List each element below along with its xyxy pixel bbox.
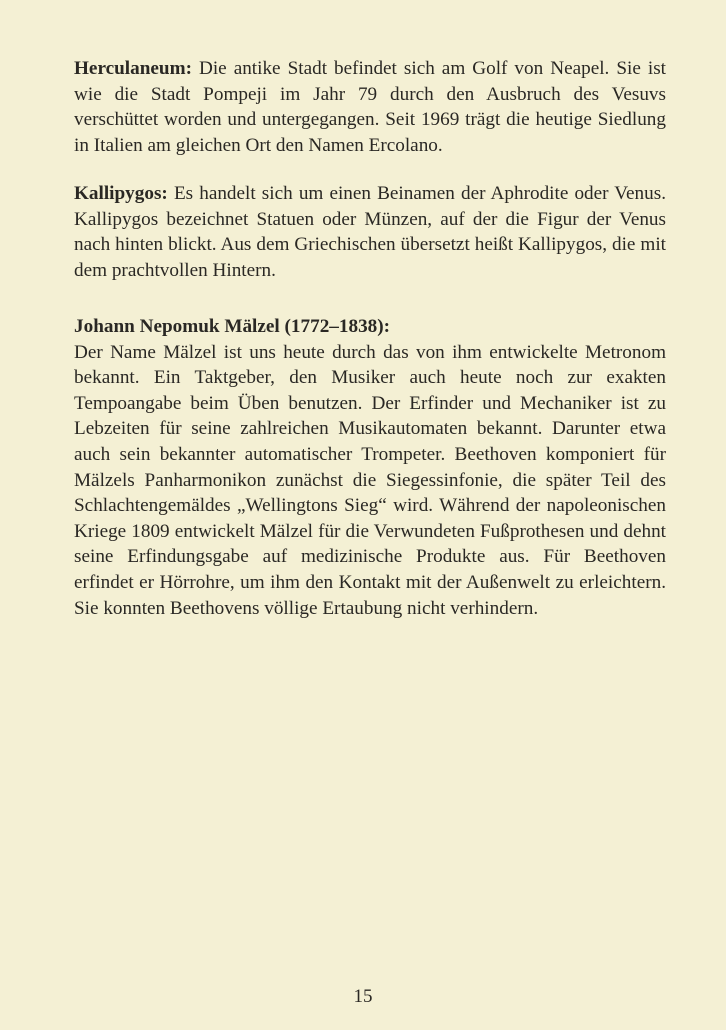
entry-term: Kallipygos: — [74, 183, 168, 204]
glossary-entry-kallipygos — [74, 181, 666, 283]
entry-text: Die antike Stadt befindet sich am Golf von Neapel. Sie ist wie die Stadt Pompeji im Jahr 79 durch den Ausbruch des Vesuvs verschüttet worden und untergegangen. Seit 1969 trägt die heutige Siedlung in Italien am gleichen Ort den Namen Ercolano. — [74, 58, 666, 156]
entry-text: Es handelt sich um einen Beinamen der Aphrodite oder Venus. Kallipygos bezeichnet Statuen oder Münzen, auf der die Figur der Venus nach hinten blickt. Aus dem Griechischen übersetzt heißt Kallipygos, die mit dem prachtvollen Hintern. — [74, 183, 666, 281]
glossary-entry-maelzel — [74, 314, 666, 621]
glossary-entry-herculaneum — [74, 56, 666, 158]
page-number: 15 — [353, 986, 373, 1007]
entry-text: Der Name Mälzel ist uns heute durch das von ihm entwickelte Metronom bekannt. Ein Taktgeber, den Musiker auch heute noch zur exakten Tempoangabe beim Üben benutzen. Der Erfinder und Mechaniker ist zu Lebzeiten für seine zahlreichen Musikautomaten bekannt. Darunter etwa auch sein bekannter automatischer Trompeter. Beethoven komponiert für Mälzels Panharmonikon zunächst die Siegessinfonie, die später Teil des Schlachtengemäldes „Wellingtons Sieg“ wird. Während der napoleonischen Kriege 1809 entwickelt Mälzel für die Verwundeten Fußprothesen und dehnt seine Erfindungsgabe auf medizinische Produkte aus. Für Beethoven erfindet er Hörrohre, um ihm den Kontakt mit der Außenwelt zu erleichtern. Sie konnten Beethovens völlige Ertaubung nicht verhindern. — [74, 341, 666, 619]
entry-term: Herculaneum: — [74, 58, 192, 79]
entry-term: Johann Nepomuk Mälzel (1772–1838): — [74, 316, 391, 337]
